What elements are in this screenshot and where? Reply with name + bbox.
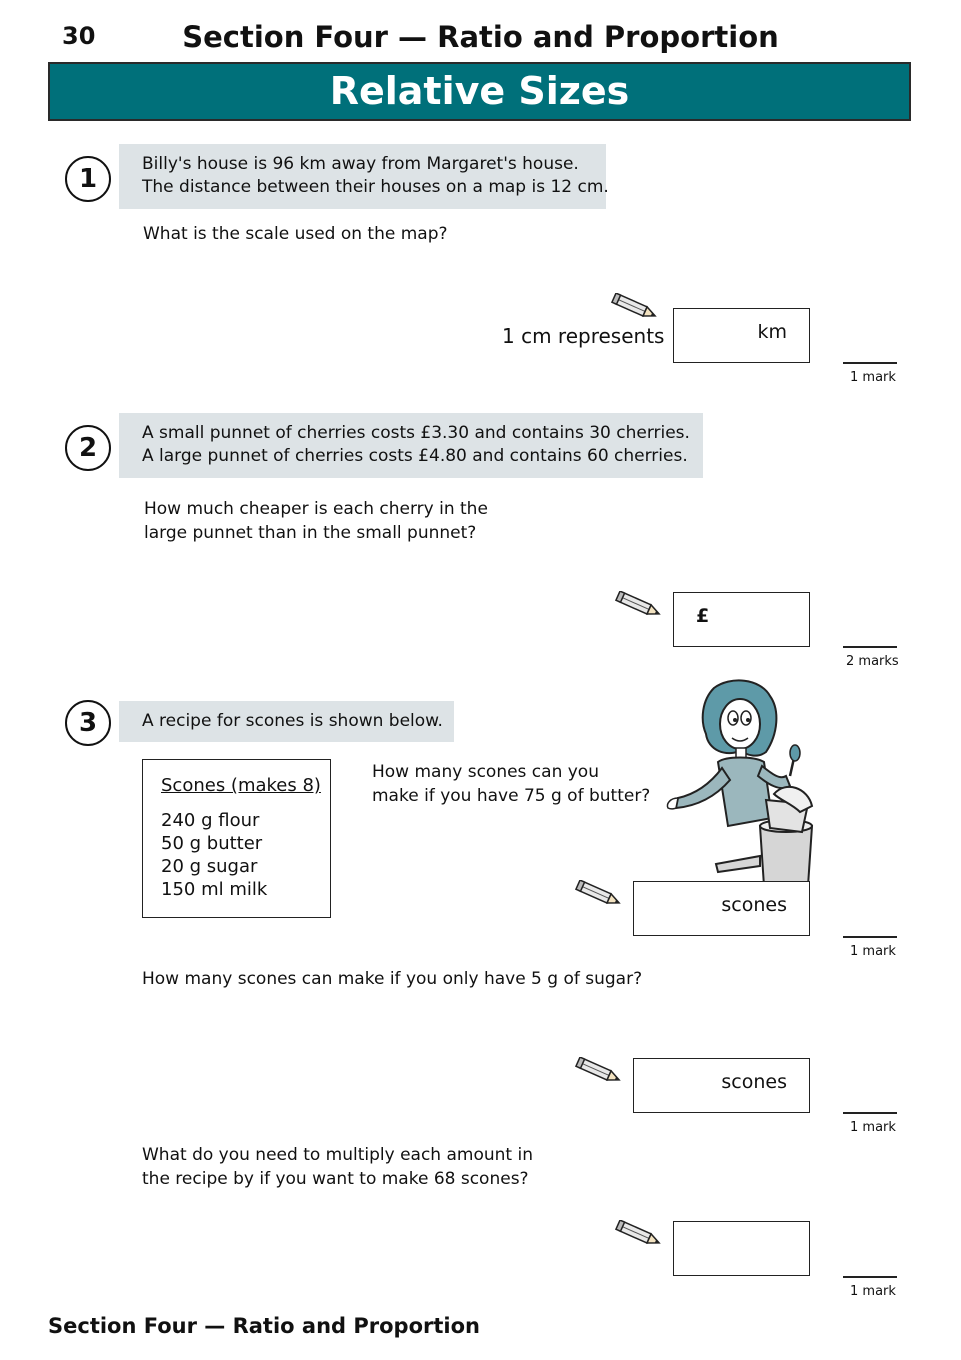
question-3c-answer-box[interactable] xyxy=(673,1221,810,1276)
question-1-answer-unit: km xyxy=(757,321,787,343)
question-3-number: 3 xyxy=(65,700,111,746)
question-1-number: 1 xyxy=(65,156,111,202)
recipe-item: 150 ml milk xyxy=(161,879,268,900)
page-footer: Section Four — Ratio and Proportion xyxy=(48,1314,480,1338)
section-header: Section Four — Ratio and Proportion xyxy=(182,20,779,54)
question-1-answer-box[interactable] xyxy=(673,308,810,363)
question-3a-answer-unit: scones xyxy=(721,894,787,916)
recipe-title: Scones (makes 8) xyxy=(161,775,321,796)
question-3a-text xyxy=(372,760,650,808)
question-3-intro: A recipe for scones is shown below. xyxy=(142,711,443,731)
pencil-icon xyxy=(574,880,624,908)
recipe-box xyxy=(142,759,331,918)
question-1-line-1: Billy's house is 96 km away from Margaret's house. xyxy=(142,154,579,174)
question-2-text-line-2: large punnet than in the small punnet? xyxy=(144,523,477,543)
question-3a-text-line-2: make if you have 75 g of butter? xyxy=(372,786,651,806)
question-3b-text: How many scones can make if you only have 5 g of sugar? xyxy=(142,969,643,989)
question-2-line-1: A small punnet of cherries costs £3.30 and contains 30 cherries. xyxy=(142,423,690,443)
pencil-icon xyxy=(614,1220,664,1248)
mark-line xyxy=(843,936,897,938)
question-2-marks: 2 marks xyxy=(846,654,899,669)
question-3a-marks: 1 mark xyxy=(850,944,896,959)
question-2-answer-box[interactable] xyxy=(673,592,810,647)
pencil-icon xyxy=(610,293,660,321)
question-3c-text-line-2: the recipe by if you want to make 68 scones? xyxy=(142,1169,529,1189)
recipe-item: 50 g butter xyxy=(161,833,263,854)
cook-illustration xyxy=(662,676,822,891)
page-title-banner: Relative Sizes xyxy=(48,62,911,121)
question-3c-text xyxy=(142,1143,533,1191)
mark-line xyxy=(843,362,897,364)
question-1-marks: 1 mark xyxy=(850,370,896,385)
question-1-context xyxy=(119,144,609,209)
question-3b-answer-box[interactable] xyxy=(633,1058,810,1113)
question-2-number: 2 xyxy=(65,425,111,471)
question-1-answer-prompt: 1 cm represents xyxy=(502,324,665,348)
question-2-line-2: A large punnet of cherries costs £4.80 and contains 60 cherries. xyxy=(142,446,688,466)
question-2-context xyxy=(119,413,703,478)
question-2-answer-unit: £ xyxy=(696,605,710,627)
question-3a-text-line-1: How many scones can you xyxy=(372,762,599,782)
question-3c-text-line-1: What do you need to multiply each amount in xyxy=(142,1145,533,1165)
pencil-icon xyxy=(574,1057,624,1085)
question-2-text xyxy=(144,497,488,545)
question-1-line-2: The distance between their houses on a map is 12 cm. xyxy=(142,177,609,197)
question-3c-marks: 1 mark xyxy=(850,1284,896,1299)
pencil-icon xyxy=(614,591,664,619)
question-3a-answer-box[interactable] xyxy=(633,881,810,936)
mark-line xyxy=(843,1276,897,1278)
page-number: 30 xyxy=(62,22,96,50)
mark-line xyxy=(843,646,897,648)
recipe-item: 240 g flour xyxy=(161,810,260,831)
question-3b-marks: 1 mark xyxy=(850,1120,896,1135)
recipe-list xyxy=(161,809,330,901)
question-3b-answer-unit: scones xyxy=(721,1071,787,1093)
question-1-text: What is the scale used on the map? xyxy=(143,224,448,244)
question-3-context xyxy=(119,701,454,742)
question-2-text-line-1: How much cheaper is each cherry in the xyxy=(144,499,488,519)
mark-line xyxy=(843,1112,897,1114)
recipe-item: 20 g sugar xyxy=(161,856,258,877)
